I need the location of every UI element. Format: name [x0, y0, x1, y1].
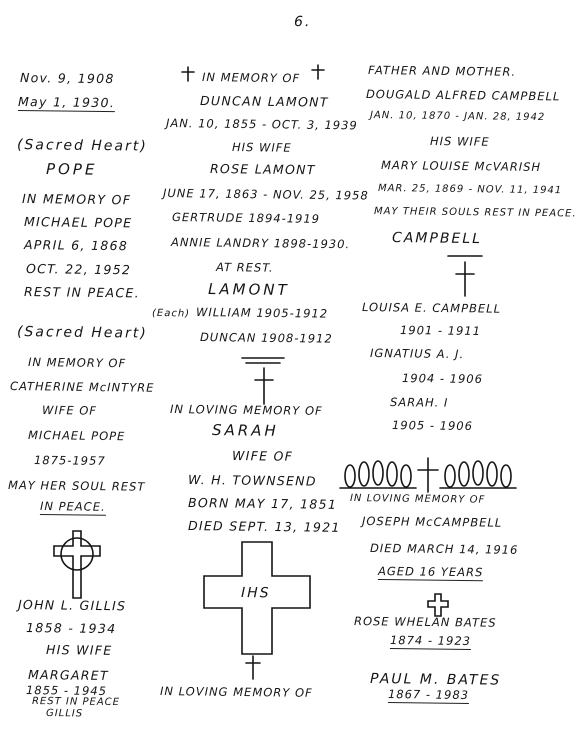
lamont-child-1: WILLIAM 1905-1912	[195, 305, 329, 321]
mcintyre-name: CATHERINE McINTYRE	[9, 379, 155, 395]
mcintyre-heading: (Sacred Heart)	[16, 324, 148, 342]
campbell-child-3: SARAH. I	[389, 395, 449, 410]
mcintyre-husband: MICHAEL POPE	[27, 428, 126, 444]
floral-border-icon	[336, 452, 520, 494]
campbell-child-1: LOUISA E. CAMPBELL	[361, 300, 502, 316]
campbell-his-wife: HIS WIFE	[429, 134, 490, 149]
gillis-wife: MARGARET	[27, 667, 109, 683]
joseph-died: DIED MARCH 14, 1916	[369, 541, 519, 557]
townsend-memory: IN LOVING MEMORY OF	[169, 402, 323, 418]
joseph-memory: IN LOVING MEMORY OF	[349, 493, 486, 506]
lamont-dates: JAN. 10, 1855 - OCT. 3, 1939	[165, 116, 358, 133]
page-number: 6.	[293, 14, 312, 31]
campbell-father-dates: JAN. 10, 1870 - JAN. 28, 1942	[369, 110, 546, 124]
pope-heading: (Sacred Heart)	[16, 137, 148, 155]
celtic-cross-icon	[46, 528, 110, 602]
lamont-name: DUNCAN LAMONT	[199, 93, 329, 110]
campbell-heading: FATHER AND MOTHER.	[367, 63, 517, 79]
small-cross-icon	[310, 64, 326, 80]
small-cross-icon	[244, 654, 262, 680]
lamont-at-rest: AT REST.	[215, 260, 274, 275]
lamont-daughter-2: ANNIE LANDRY 1898-1930.	[170, 235, 351, 252]
campbell-mother: MARY LOUISE McVARISH	[380, 158, 542, 174]
campbell-child-3-years: 1905 - 1906	[391, 418, 474, 433]
joseph-age: AGED 16 YEARS	[377, 564, 484, 580]
campbell-surname: CAMPBELL	[391, 230, 483, 248]
campbell-child-2-years: 1904 - 1906	[401, 371, 484, 386]
mcintyre-memory: IN MEMORY OF	[27, 355, 127, 371]
date-line-2: May 1, 1930.	[17, 94, 116, 111]
campbell-father: DOUGALD ALFRED CAMPBELL	[365, 87, 561, 104]
pope-name: MICHAEL POPE	[23, 214, 133, 231]
cross-icon	[444, 252, 486, 298]
lamont-wife: ROSE LAMONT	[209, 161, 316, 178]
mcintyre-prayer-line-1: MAY HER SOUL REST	[7, 478, 146, 494]
bates-years-1: 1874 - 1923	[389, 633, 472, 648]
pope-memory: IN MEMORY OF	[21, 191, 132, 208]
pope-surname: POPE	[45, 160, 98, 179]
mcintyre-wife-of: WIFE OF	[41, 403, 98, 418]
lamont-side-note: (Each)	[151, 308, 191, 320]
campbell-child-2: IGNATIUS A. J.	[369, 346, 465, 362]
lamont-child-2: DUNCAN 1908-1912	[199, 330, 333, 346]
joseph-name: JOSEPH McCAMPBELL	[361, 514, 503, 530]
townsend-wife-of: WIFE OF	[231, 448, 294, 464]
campbell-prayer: MAY THEIR SOULS REST IN PEACE.	[373, 206, 577, 220]
pope-died: OCT. 22, 1952	[25, 261, 132, 278]
townsend-name: SARAH	[211, 421, 279, 440]
lamont-his-wife: HIS WIFE	[231, 140, 292, 155]
campbell-mother-dates: MAR. 25, 1869 - NOV. 11, 1941	[377, 183, 563, 197]
townsend-born: BORN MAY 17, 1851	[187, 495, 338, 512]
gillis-wife-years: 1855 - 1945	[25, 683, 108, 698]
gillis-name: JOHN L. GILLIS	[17, 597, 127, 614]
bates-name-2: PAUL M. BATES	[369, 671, 502, 689]
middle-footer-memory: IN LOVING MEMORY OF	[159, 684, 313, 700]
lamont-surname: LAMONT	[207, 280, 290, 299]
mcintyre-prayer-line-2: IN PEACE.	[39, 499, 106, 514]
gillis-surname: GILLIS	[45, 708, 84, 720]
townsend-died: DIED SEPT. 13, 1921	[187, 518, 341, 535]
pope-rest: REST IN PEACE.	[23, 284, 141, 301]
gillis-years: 1858 - 1934	[25, 620, 117, 637]
townsend-husband: W. H. TOWNSEND	[187, 472, 317, 489]
ihs-monogram: IHS	[240, 585, 271, 602]
bates-name-1: ROSE WHELAN BATES	[353, 614, 497, 630]
lamont-wife-dates: JUNE 17, 1863 - NOV. 25, 1958	[162, 186, 369, 203]
gillis-his-wife: HIS WIFE	[45, 642, 113, 658]
small-cross-icon	[180, 66, 196, 82]
pope-born: APRIL 6, 1868	[23, 237, 129, 254]
cross-icon	[238, 354, 288, 406]
lamont-memory: IN MEMORY OF	[201, 70, 301, 86]
gillis-rest: REST IN PEACE	[31, 696, 121, 709]
date-line-1: Nov. 9, 1908	[19, 70, 115, 87]
campbell-child-1-years: 1901 - 1911	[399, 323, 482, 338]
bates-years-2: 1867 - 1983	[387, 687, 470, 702]
lamont-daughter-1: GERTRUDE 1894-1919	[171, 210, 321, 226]
mcintyre-years: 1875-1957	[33, 453, 106, 468]
